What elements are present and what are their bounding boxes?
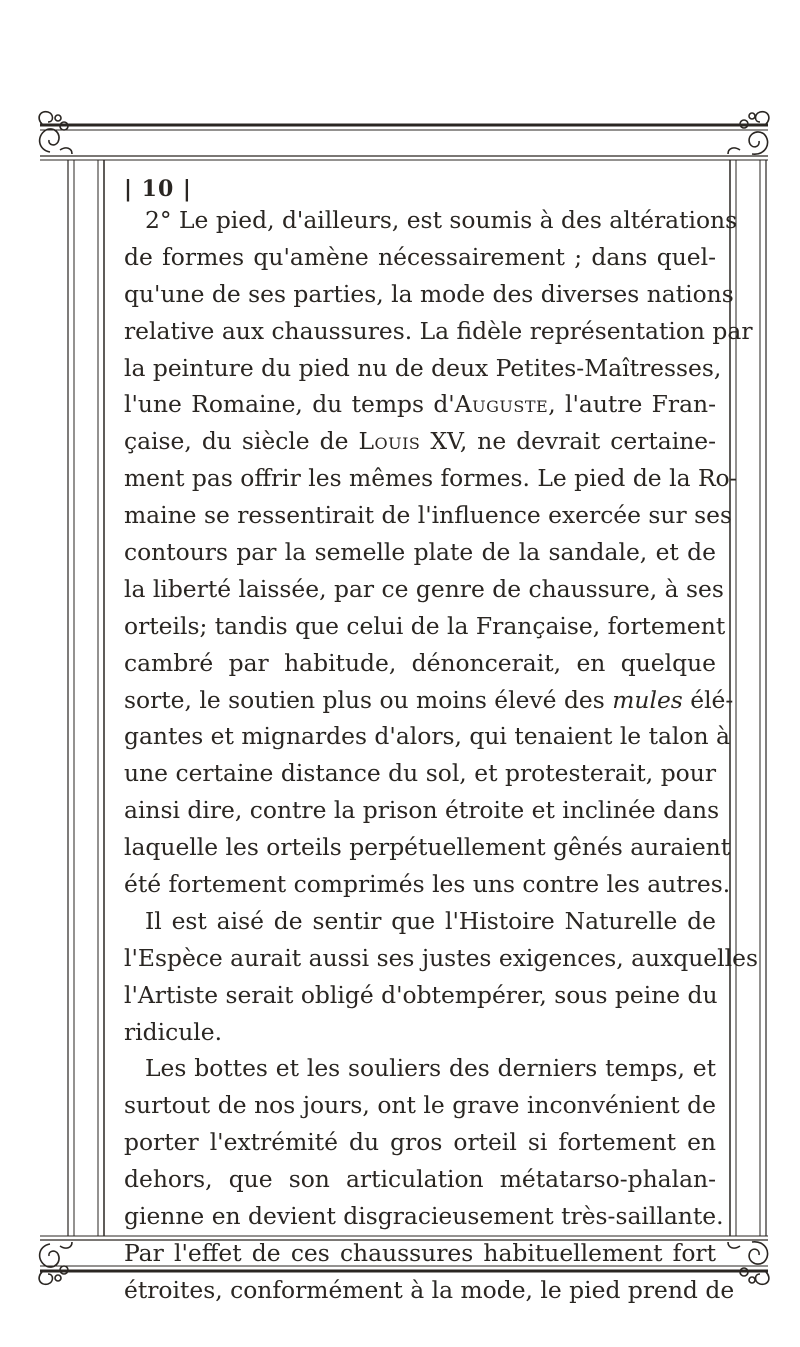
text-line: 2° Le pied, d'ailleurs, est soumis à des altérations (145, 206, 738, 234)
small-caps-name: Louis (358, 427, 421, 456)
small-caps-name: Auguste (454, 390, 549, 419)
text-line: Les bottes et les souliers des derniers temps, et (145, 1054, 716, 1083)
text-line: orteils; tandis que celui de la Française, fortement (124, 611, 726, 640)
corner-ornament-top-left (39, 112, 72, 154)
text-line: contours par la semelle plate de la sandale, et de (124, 538, 716, 567)
text-line (124, 423, 716, 460)
text-line (124, 386, 716, 423)
text-line: maine se ressentirait de l'influence exercée sur ses (124, 501, 732, 530)
text-line: l'Artiste serait obligé d'obtempérer, sous peine du (124, 980, 718, 1009)
text-fragment: çaise, du siècle de (124, 427, 359, 456)
text-fragment: l'une Romaine, du temps d' (124, 390, 455, 419)
text-line: laquelle les orteils perpétuellement gênés auraient (124, 833, 731, 862)
text-line: Il est aisé de sentir que l'Histoire Naturelle de (145, 906, 716, 935)
text-line: porter l'extrémité du gros orteil si fortement en (124, 1128, 716, 1157)
text-line: ment pas offrir les mêmes formes. Le pied de la Ro- (124, 464, 738, 493)
text-line: ridicule. (124, 1017, 223, 1046)
page-number: | 10 | (124, 176, 192, 202)
text-line (124, 682, 734, 719)
text-line: ainsi dire, contre la prison étroite et inclinée dans (124, 796, 720, 825)
text-line: une certaine distance du sol, et protesterait, pour (124, 759, 716, 788)
text-line: gienne en devient disgracieusement très-saillante. (124, 1202, 724, 1231)
body-text (124, 202, 758, 1309)
text-line: étroites, conformément à la mode, le pied prend de (124, 1275, 735, 1304)
text-fragment: sorte, le soutien plus ou moins élevé des (124, 685, 613, 714)
text-line: été fortement comprimés les uns contre les autres. (124, 870, 731, 899)
text-line: qu'une de ses parties, la mode des diverses nations (124, 279, 734, 308)
italic-term: mules (612, 685, 683, 714)
text-line: surtout de nos jours, ont le grave inconvénient de (124, 1091, 716, 1120)
corner-ornament-bottom-right (728, 1242, 769, 1285)
text-line: Par l'effet de ces chaussures habituellement fort (124, 1238, 716, 1267)
text-fragment: , l'autre Fran- (548, 390, 716, 419)
text-line: gantes et mignardes d'alors, qui tenaient le talon à (124, 722, 730, 751)
text-fragment: élé- (682, 685, 734, 714)
text-line: cambré par habitude, dénoncerait, en quelque (124, 648, 716, 677)
text-line: relative aux chaussures. La fidèle représentation par (124, 316, 753, 345)
corner-ornament-top-right (728, 112, 769, 155)
text-fragment: XV, ne devrait certaine- (420, 427, 716, 456)
text-line: la liberté laissée, par ce genre de chaussure, à ses (124, 574, 724, 603)
text-line: l'Espèce aurait aussi ses justes exigences, auxquelles (124, 943, 758, 972)
text-line: dehors, que son articulation métatarso-phalan- (124, 1165, 716, 1194)
text-line: de formes qu'amène nécessairement ; dans quel- (124, 242, 716, 271)
text-line: la peinture du pied nu de deux Petites-Maîtresses, (124, 353, 722, 382)
corner-ornament-bottom-left (39, 1242, 72, 1284)
